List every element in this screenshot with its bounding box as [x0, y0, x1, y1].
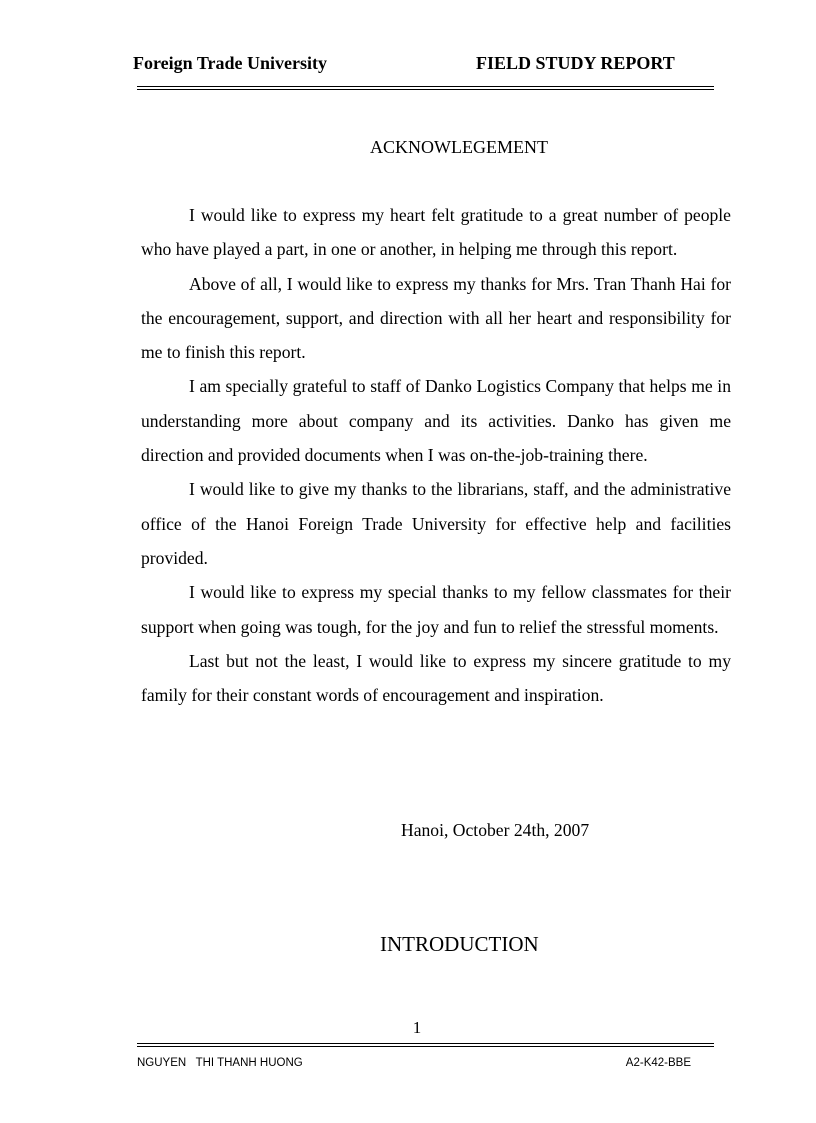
paragraph: Above of all, I would like to express my thanks for Mrs. Tran Thanh Hai for the encouragement, support, and direction with all her heart and responsibility for me to finish this report. — [141, 273, 731, 363]
paragraph: I am specially grateful to staff of Danko Logistics Company that helps me in understanding more about company and its activities. Danko has given me direction and provided documents when I was on-the-job-training there. — [141, 376, 731, 466]
footer-rule-bottom — [137, 1046, 714, 1047]
paragraph: I would like to express my heart felt gratitude to a great number of people who have played a part, in one or another, in helping me through this report. — [141, 205, 731, 260]
header-rule-top — [137, 86, 714, 87]
header-rule-bottom — [137, 89, 714, 90]
paragraph: Last but not the least, I would like to express my sincere gratitude to my family for their constant words of encouragement and inspiration. — [141, 650, 731, 706]
next-section-heading: INTRODUCTION — [380, 932, 539, 956]
footer-author: NGUYEN THI THANH HUONG — [137, 1057, 303, 1069]
acknowledgement-body — [141, 198, 731, 712]
page-number: 1 — [412, 1018, 422, 1037]
footer-class-code: A2-K42-BBE — [625, 1057, 691, 1069]
header-report-title: FIELD STUDY REPORT — [476, 53, 675, 73]
paragraph: I would like to express my special thanks to my fellow classmates for their support when going was tough, for the joy and fun to relief the stressful moments. — [141, 582, 731, 637]
header-university: Foreign Trade University — [133, 53, 327, 73]
footer-rule-top — [137, 1043, 714, 1044]
paragraph: I would like to give my thanks to the librarians, staff, and the administrative office of the Hanoi Foreign Trade University for effective help and facilities provided. — [141, 479, 731, 568]
section-title: ACKNOWLEGEMENT — [370, 137, 548, 157]
signoff-date: Hanoi, October 24th, 2007 — [401, 820, 590, 840]
